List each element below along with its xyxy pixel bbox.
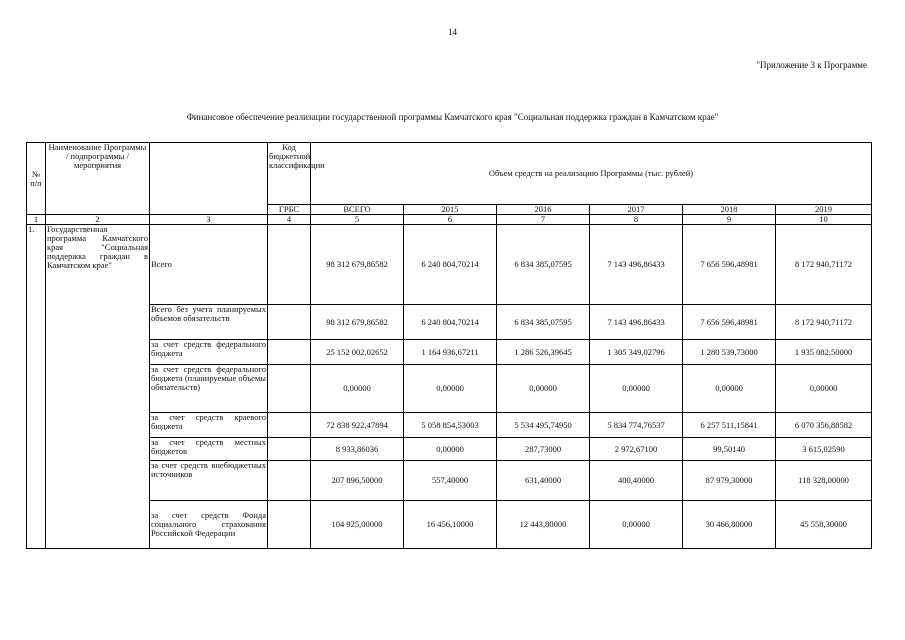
value-cell: 6 070 356,88582 <box>776 413 872 438</box>
value-cell: 287,73000 <box>497 438 590 461</box>
value-cell: 0,00000 <box>404 438 497 461</box>
value-cell: 7 143 496,86433 <box>590 225 683 305</box>
table-row <box>27 225 872 305</box>
value-cell: 7 656 596,48981 <box>683 225 776 305</box>
program-name: Государственная программа Камчатского края "Социальная поддержка граждан в Камчатском крае" <box>46 225 150 549</box>
value-cell: 98 312 679,86582 <box>311 305 404 340</box>
value-cell: 3 615,02590 <box>776 438 872 461</box>
header-volume: Объем средств на реализацию Программы (тыс. рублей) <box>311 143 872 205</box>
value-cell: 98 312 679,86582 <box>311 225 404 305</box>
value-cell: 631,40000 <box>497 461 590 501</box>
table-row <box>27 305 872 340</box>
row-grbs <box>268 413 311 438</box>
column-number: 10 <box>776 215 872 225</box>
value-cell: 0,00000 <box>311 365 404 413</box>
document-title: Финансовое обеспечение реализации государственной программы Камчатского края "Социальная поддержка граждан в Камчатском крае" <box>186 112 719 122</box>
column-number: 2 <box>46 215 150 225</box>
column-number: 9 <box>683 215 776 225</box>
value-cell: 5 834 774,76537 <box>590 413 683 438</box>
header-year: 2016 <box>497 205 590 215</box>
table-row <box>27 501 872 549</box>
value-cell: 1 164 936,67211 <box>404 340 497 365</box>
header-code: Код бюджетной классификации <box>268 143 311 205</box>
header-year: 2018 <box>683 205 776 215</box>
row-grbs <box>268 365 311 413</box>
value-cell: 0,00000 <box>590 365 683 413</box>
row-label: за счет средств местных бюджетов <box>150 438 268 461</box>
header-num: № п/п <box>27 143 46 215</box>
column-number: 3 <box>150 215 268 225</box>
value-cell: 6 240 804,70214 <box>404 225 497 305</box>
row-grbs <box>268 461 311 501</box>
value-cell: 6 240 804,70214 <box>404 305 497 340</box>
header-empty <box>150 143 268 215</box>
value-cell: 87 979,30000 <box>683 461 776 501</box>
value-cell: 7 143 496,86433 <box>590 305 683 340</box>
row-grbs <box>268 438 311 461</box>
value-cell: 16 456,10000 <box>404 501 497 549</box>
value-cell: 5 534 495,74950 <box>497 413 590 438</box>
row-label: за счет средств Фонда социального страхования Российской Федерации <box>150 501 268 549</box>
appendix-label: "Приложение 3 к Программе <box>756 60 867 70</box>
header-year: 2015 <box>404 205 497 215</box>
value-cell: 45 558,30000 <box>776 501 872 549</box>
column-number: 5 <box>311 215 404 225</box>
value-cell: 6 834 385,07595 <box>497 225 590 305</box>
value-cell: 1 305 349,02796 <box>590 340 683 365</box>
header-row <box>27 143 872 205</box>
column-number: 1 <box>27 215 46 225</box>
table-row <box>27 461 872 501</box>
value-cell: 0,00000 <box>776 365 872 413</box>
value-cell: 207 896,50000 <box>311 461 404 501</box>
value-cell: 8 933,86036 <box>311 438 404 461</box>
header-year: 2017 <box>590 205 683 215</box>
value-cell: 25 152 002,02652 <box>311 340 404 365</box>
value-cell: 1 935 082,50000 <box>776 340 872 365</box>
page-number: 14 <box>448 27 457 37</box>
column-number: 7 <box>497 215 590 225</box>
value-cell: 2 972,67100 <box>590 438 683 461</box>
column-number: 6 <box>404 215 497 225</box>
value-cell: 8 172 940,71172 <box>776 225 872 305</box>
value-cell: 6 834 385,07595 <box>497 305 590 340</box>
column-number-row <box>27 215 872 225</box>
program-num: 1. <box>27 225 46 549</box>
value-cell: 104 925,00000 <box>311 501 404 549</box>
column-number: 8 <box>590 215 683 225</box>
row-grbs <box>268 501 311 549</box>
value-cell: 72 838 922,47894 <box>311 413 404 438</box>
value-cell: 7 656 596,48981 <box>683 305 776 340</box>
value-cell: 1 280 539,73000 <box>683 340 776 365</box>
row-label: за счет средств федерального бюджета <box>150 340 268 365</box>
header-name: Наименование Программы / подпрограммы / мероприятия <box>46 143 150 215</box>
value-cell: 118 328,00000 <box>776 461 872 501</box>
value-cell: 400,40000 <box>590 461 683 501</box>
table-row <box>27 365 872 413</box>
value-cell: 0,00000 <box>497 365 590 413</box>
value-cell: 0,00000 <box>590 501 683 549</box>
value-cell: 5 058 854,53003 <box>404 413 497 438</box>
value-cell: 30 466,80000 <box>683 501 776 549</box>
table-row <box>27 340 872 365</box>
value-cell: 0,00000 <box>404 365 497 413</box>
row-label: за счет средств краевого бюджета <box>150 413 268 438</box>
value-cell: 0,00000 <box>683 365 776 413</box>
value-cell: 99,50140 <box>683 438 776 461</box>
financing-table <box>26 142 872 549</box>
value-cell: 6 257 511,15841 <box>683 413 776 438</box>
row-grbs <box>268 305 311 340</box>
row-grbs <box>268 225 311 305</box>
row-label: за счет средств федерального бюджета (планируемые объемы обязательств) <box>150 365 268 413</box>
header-grbs: ГРБС <box>268 205 311 215</box>
value-cell: 557,40000 <box>404 461 497 501</box>
table-row <box>27 438 872 461</box>
row-label: за счет средств внебюджетных источников <box>150 461 268 501</box>
value-cell: 1 286 526,39645 <box>497 340 590 365</box>
header-year: 2019 <box>776 205 872 215</box>
table-row <box>27 413 872 438</box>
row-grbs <box>268 340 311 365</box>
column-number: 4 <box>268 215 311 225</box>
value-cell: 12 443,80000 <box>497 501 590 549</box>
header-total: ВСЕГО <box>311 205 404 215</box>
row-label: Всего <box>150 225 268 305</box>
value-cell: 8 172 940,71172 <box>776 305 872 340</box>
row-label: Всего без учета планируемых объемов обязательств <box>150 305 268 340</box>
